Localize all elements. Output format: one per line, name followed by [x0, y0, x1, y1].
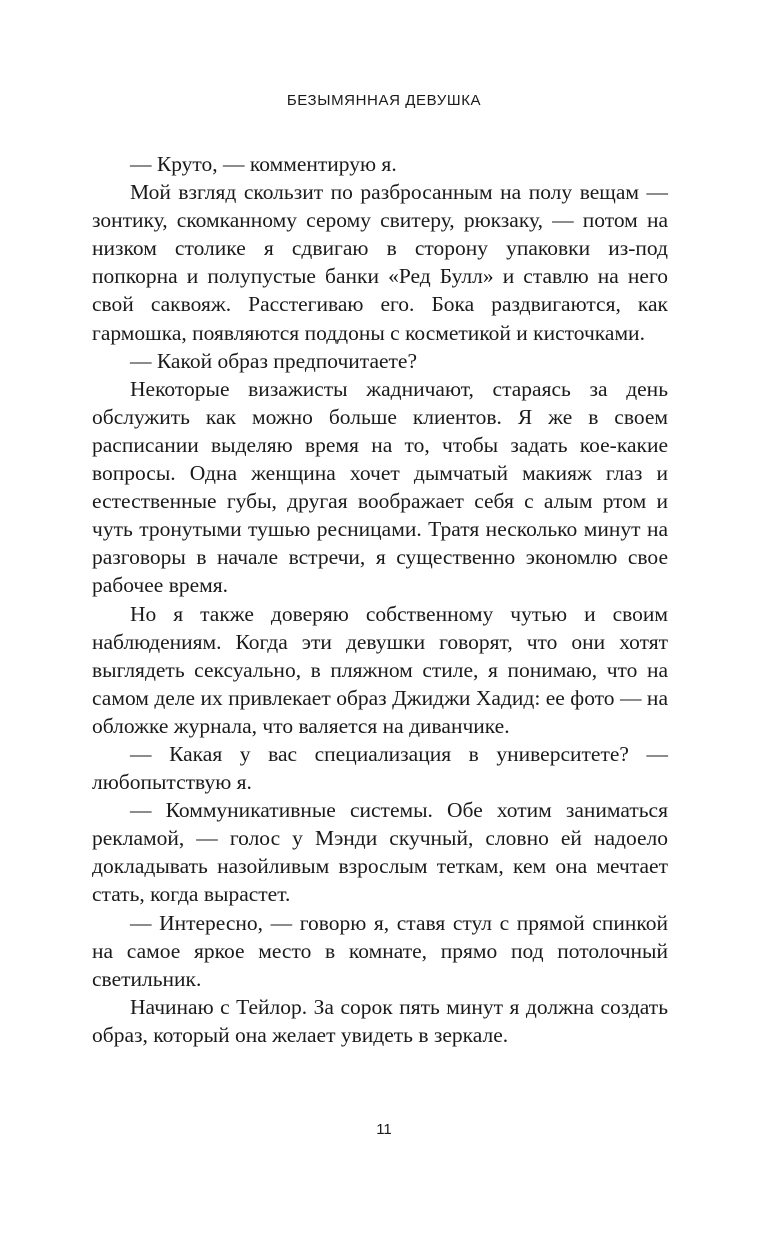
paragraph: Но я также доверяю собственному чутью и своим наблюдениям. Когда эти девушки говорят, что они хотят выглядеть сексуально, в пляжном стиле, я понимаю, что на самом деле их привлекает образ Джиджи Хадид: ее фото — на обложке журнала, что валяется на диванчике. [92, 601, 668, 738]
paragraph: — Какой образ предпочитаете? [130, 348, 418, 373]
paragraph: Начинаю с Тейлор. За сорок пять минут я должна создать образ, который она желает увидеть в зеркале. [92, 994, 668, 1047]
paragraph: Мой взгляд скользит по разбросанным на полу вещам — зонтику, скомканному серому свитеру, рюкзаку, — потом на низком столике я сдвигаю в сторону упаковки из-под попкорна и полупустые банки «Ред Булл» и ставлю на него свой саквояж. Расстегиваю его. Бока раздвигаются, как гармошка, появляются поддоны с косметикой и кисточками. [92, 180, 668, 345]
paragraph: — Коммуникативные системы. Обе хотим заниматься рекламой, — голос у Мэнди скучный, словно ей надоело докладывать назойливым взрослым теткам, кем она мечтает стать, когда вырастет. [92, 798, 668, 907]
paragraph: — Интересно, — говорю я, ставя стул с прямой спинкой на самое яркое место в комнате, прямо под потолочный светильник. [92, 910, 668, 991]
paragraph: — Круто, — комментирую я. [130, 152, 397, 176]
body-text [92, 150, 668, 1049]
page-number: 11 [376, 1121, 392, 1138]
paragraph: Некоторые визажисты жадничают, стараясь за день обслужить как можно больше клиентов. Я же в своем расписании выделяю время на то, чтобы задать кое-какие вопросы. Одна женщина хочет дымчатый макияж глаз и естественные губы, другая воображает себя с алым ртом и чуть тронутыми тушью ресницами. Тратя несколько минут на разговоры в начале встречи, я существенно экономлю свое рабочее время. [92, 376, 668, 598]
paragraph: — Какая у вас специализация в университете? — любопытствую я. [92, 741, 668, 795]
running-title: БЕЗЫМЯННАЯ ДЕВУШКА [286, 92, 482, 109]
